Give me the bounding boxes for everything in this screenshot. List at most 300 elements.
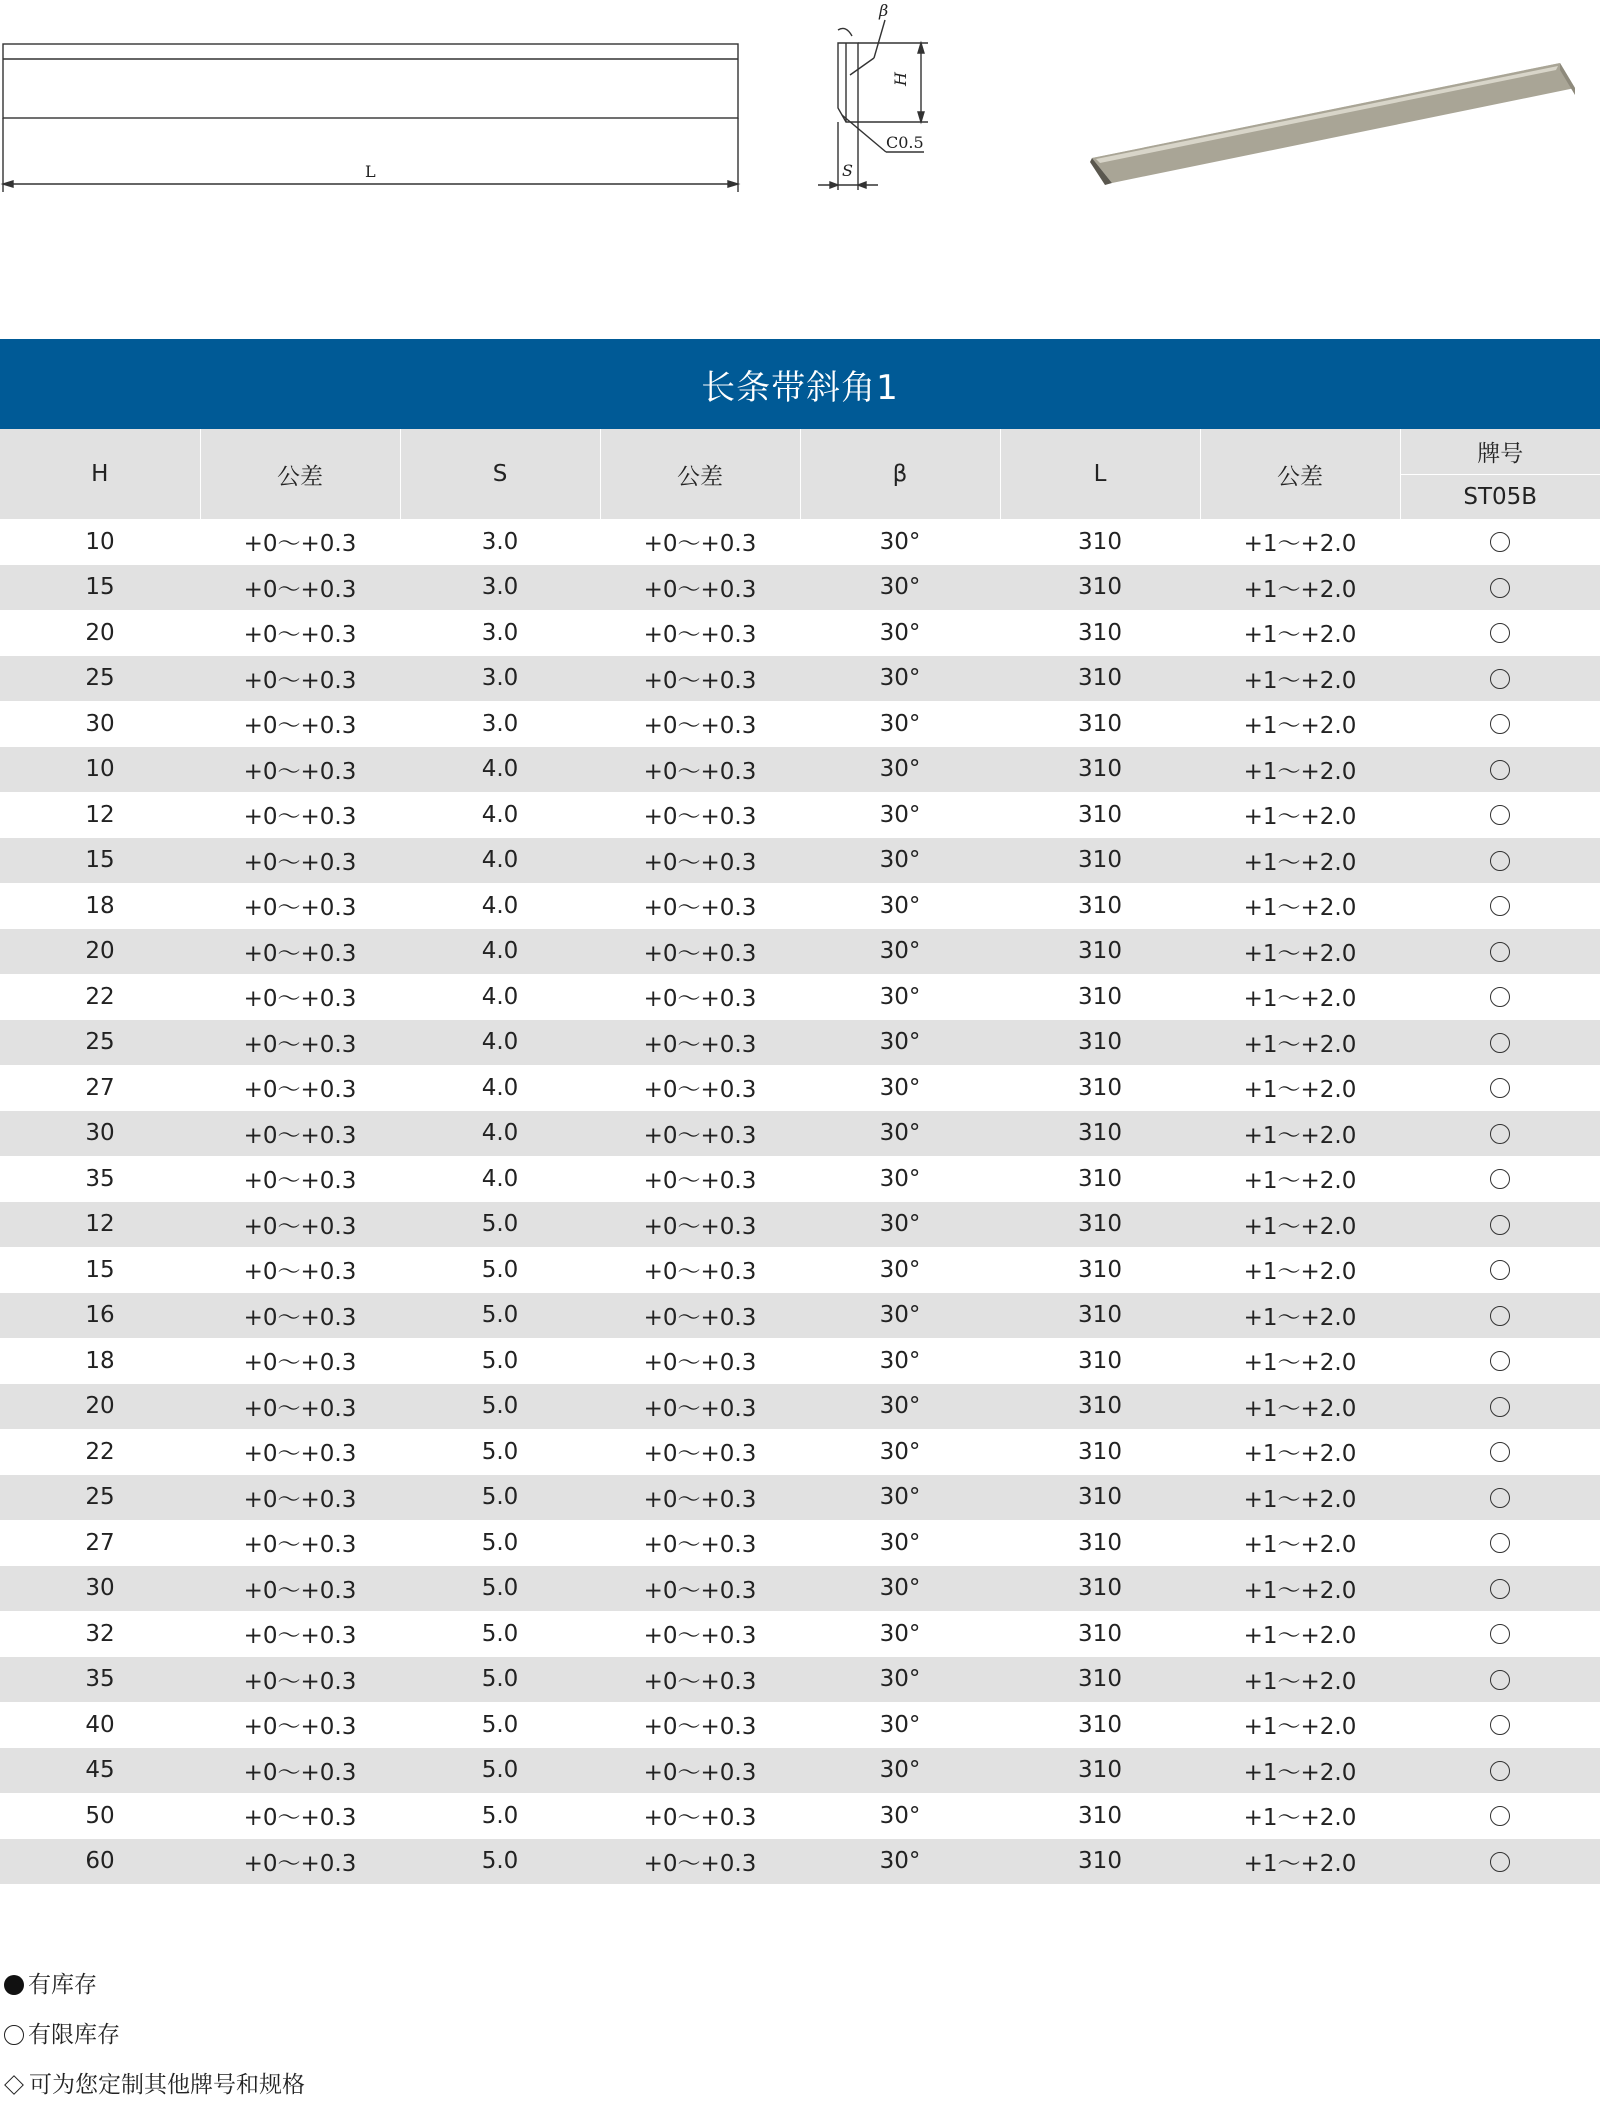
cell-beta: 30° xyxy=(800,1566,1000,1612)
cell-l-tolerance: +1～+2.0 xyxy=(1200,1748,1400,1794)
cell-s-tolerance: +0～+0.3 xyxy=(600,747,800,793)
cell-l: 310 xyxy=(1078,892,1122,919)
open-circle-icon xyxy=(1490,896,1510,916)
cell-h: 60 xyxy=(0,1839,200,1885)
cell-s-tolerance: +0～+0.3 xyxy=(643,1532,757,1559)
cell-s: 5.0 xyxy=(481,1711,519,1738)
cell-l-tolerance: +1～+2.0 xyxy=(1243,895,1357,922)
cell-beta: 30° xyxy=(800,1475,1000,1521)
open-circle-icon xyxy=(1490,669,1510,689)
header-grade-name: ST05B xyxy=(1400,474,1600,519)
cell-l: 310 xyxy=(1000,1293,1200,1339)
thickness-label: S xyxy=(842,161,853,180)
header-grade: 牌号 xyxy=(1400,429,1600,474)
cell-l: 310 xyxy=(1000,1202,1200,1248)
header-l: L xyxy=(1000,429,1200,519)
cell-l-tolerance: +1～+2.0 xyxy=(1200,747,1400,793)
cell-h-tolerance: +0～+0.3 xyxy=(200,1475,400,1521)
technical-drawings xyxy=(0,0,1600,260)
cell-l-tolerance: +1～+2.0 xyxy=(1200,656,1400,702)
cell-stock xyxy=(1400,1566,1600,1612)
open-circle-icon xyxy=(1490,1715,1510,1735)
cell-l: 310 xyxy=(1000,656,1200,702)
cell-h-tolerance: +0～+0.3 xyxy=(200,929,400,975)
cell-s: 4.0 xyxy=(481,801,519,828)
cell-h-tolerance: +0～+0.3 xyxy=(243,713,357,740)
cell-l-tolerance: +1～+2.0 xyxy=(1200,1020,1400,1066)
cell-h-tolerance: +0～+0.3 xyxy=(200,1202,400,1248)
cell-beta: 30° xyxy=(879,1711,921,1738)
cell-stock xyxy=(1400,974,1600,1020)
cell-s: 5.0 xyxy=(481,1620,519,1647)
cell-l: 310 xyxy=(1078,1165,1122,1192)
cell-l: 310 xyxy=(1078,619,1122,646)
cell-h-tolerance: +0～+0.3 xyxy=(243,1259,357,1286)
cell-h-tolerance: +0～+0.3 xyxy=(243,986,357,1013)
cell-l: 310 xyxy=(1078,528,1122,555)
cell-beta: 30° xyxy=(879,1529,921,1556)
table-body xyxy=(0,519,1600,1884)
table-row xyxy=(0,1793,1600,1839)
cell-s: 4.0 xyxy=(400,1020,600,1066)
cell-h-tolerance: +0～+0.3 xyxy=(243,1077,357,1104)
cell-l-tolerance: +1～+2.0 xyxy=(1200,1657,1400,1703)
cell-beta: 30° xyxy=(879,1347,921,1374)
open-circle-icon xyxy=(1490,1852,1510,1872)
cell-h: 35 xyxy=(0,1657,200,1703)
cell-stock xyxy=(1400,1748,1600,1794)
cell-h: 50 xyxy=(85,1802,115,1829)
cell-stock xyxy=(1400,1611,1600,1657)
table-row xyxy=(0,792,1600,838)
cell-l-tolerance: +1～+2.0 xyxy=(1243,1532,1357,1559)
open-circle-icon xyxy=(1490,760,1510,780)
cell-stock xyxy=(1400,792,1600,838)
cell-l-tolerance: +1～+2.0 xyxy=(1200,1202,1400,1248)
cell-h-tolerance: +0～+0.3 xyxy=(243,1714,357,1741)
header-s-tolerance: 公差 xyxy=(600,429,800,519)
open-circle-icon xyxy=(1490,1533,1510,1553)
height-label: H xyxy=(891,72,910,86)
cell-stock xyxy=(1400,1429,1600,1475)
open-circle-icon xyxy=(1490,1169,1510,1189)
cell-stock xyxy=(1400,1657,1600,1703)
cell-h-tolerance: +0～+0.3 xyxy=(200,1293,400,1339)
cell-stock xyxy=(1400,1839,1600,1885)
cell-h-tolerance: +0～+0.3 xyxy=(200,1566,400,1612)
open-circle-icon xyxy=(1490,1624,1510,1644)
cell-h-tolerance: +0～+0.3 xyxy=(200,565,400,611)
cell-h-tolerance: +0～+0.3 xyxy=(243,1350,357,1377)
cell-stock xyxy=(1400,519,1600,565)
cell-h: 16 xyxy=(0,1293,200,1339)
cell-l: 310 xyxy=(1078,1347,1122,1374)
cell-h: 25 xyxy=(0,1020,200,1066)
cell-l-tolerance: +1～+2.0 xyxy=(1243,1077,1357,1104)
cell-beta: 30° xyxy=(879,619,921,646)
cell-beta: 30° xyxy=(800,1293,1000,1339)
cell-l: 310 xyxy=(1000,565,1200,611)
cell-s-tolerance: +0～+0.3 xyxy=(600,1293,800,1339)
open-circle-icon xyxy=(1490,1397,1510,1417)
cell-s: 5.0 xyxy=(481,1347,519,1374)
table-row xyxy=(0,565,1600,611)
cell-l: 310 xyxy=(1000,929,1200,975)
open-circle-icon xyxy=(1490,623,1510,643)
cell-h-tolerance: +0～+0.3 xyxy=(200,1020,400,1066)
cell-s: 5.0 xyxy=(400,1748,600,1794)
cell-h-tolerance: +0～+0.3 xyxy=(200,1657,400,1703)
cell-s: 5.0 xyxy=(400,1475,600,1521)
cell-h-tolerance: +0～+0.3 xyxy=(200,656,400,702)
table-row xyxy=(0,1065,1600,1111)
cell-beta: 30° xyxy=(879,1165,921,1192)
cell-beta: 30° xyxy=(800,747,1000,793)
header-beta: β xyxy=(800,429,1000,519)
cell-h: 22 xyxy=(85,983,115,1010)
cell-s: 4.0 xyxy=(481,1074,519,1101)
cell-s-tolerance: +0～+0.3 xyxy=(643,1805,757,1832)
cell-s: 3.0 xyxy=(481,710,519,737)
cell-h-tolerance: +0～+0.3 xyxy=(200,1384,400,1430)
open-circle-icon xyxy=(1490,1806,1510,1826)
cell-h: 30 xyxy=(85,710,115,737)
cell-s: 5.0 xyxy=(481,1438,519,1465)
table-row xyxy=(0,1338,1600,1384)
cell-s-tolerance: +0～+0.3 xyxy=(643,1714,757,1741)
cell-l: 310 xyxy=(1000,747,1200,793)
table-row xyxy=(0,519,1600,565)
cell-l-tolerance: +1～+2.0 xyxy=(1200,1839,1400,1885)
cell-s-tolerance: +0～+0.3 xyxy=(600,1020,800,1066)
table-row xyxy=(0,1475,1600,1521)
cell-s-tolerance: +0～+0.3 xyxy=(600,1748,800,1794)
cell-l-tolerance: +1～+2.0 xyxy=(1243,1259,1357,1286)
cell-h-tolerance: +0～+0.3 xyxy=(200,1748,400,1794)
filled-circle-icon xyxy=(4,1975,24,1995)
table-row xyxy=(0,656,1600,702)
cell-h: 15 xyxy=(85,1256,115,1283)
cell-h: 25 xyxy=(0,1475,200,1521)
legend xyxy=(0,1960,305,2110)
table-row xyxy=(0,1520,1600,1566)
cell-beta: 30° xyxy=(800,929,1000,975)
cell-l: 310 xyxy=(1078,1438,1122,1465)
cell-s: 5.0 xyxy=(400,1657,600,1703)
cell-l: 310 xyxy=(1000,1566,1200,1612)
cell-h: 18 xyxy=(85,892,115,919)
open-circle-icon xyxy=(1490,1351,1510,1371)
cell-s: 5.0 xyxy=(481,1256,519,1283)
table-row xyxy=(0,929,1600,975)
cell-stock xyxy=(1400,565,1600,611)
cell-h: 15 xyxy=(0,565,200,611)
open-circle-icon xyxy=(1490,1761,1510,1781)
cell-beta: 30° xyxy=(800,1111,1000,1157)
cell-h-tolerance: +0～+0.3 xyxy=(243,895,357,922)
cell-l-tolerance: +1～+2.0 xyxy=(1200,1293,1400,1339)
cell-s-tolerance: +0～+0.3 xyxy=(643,531,757,558)
header-l-tolerance: 公差 xyxy=(1200,429,1400,519)
cell-stock xyxy=(1400,1293,1600,1339)
table-row xyxy=(0,1020,1600,1066)
cell-s-tolerance: +0～+0.3 xyxy=(643,1350,757,1377)
legend-in-stock-text: 有库存 xyxy=(28,1972,97,1998)
legend-item-limited-stock xyxy=(0,2010,305,2060)
open-circle-icon xyxy=(1490,532,1510,552)
cell-h-tolerance: +0～+0.3 xyxy=(243,1532,357,1559)
cell-l-tolerance: +1～+2.0 xyxy=(1200,565,1400,611)
cell-l: 310 xyxy=(1078,1074,1122,1101)
cell-beta: 30° xyxy=(800,838,1000,884)
cell-beta: 30° xyxy=(800,1020,1000,1066)
cell-h-tolerance: +0～+0.3 xyxy=(243,1623,357,1650)
cell-stock xyxy=(1400,1065,1600,1111)
cell-beta: 30° xyxy=(879,983,921,1010)
cell-h-tolerance: +0～+0.3 xyxy=(243,1805,357,1832)
cell-stock xyxy=(1400,1111,1600,1157)
cell-s: 4.0 xyxy=(400,1111,600,1157)
cell-l-tolerance: +1～+2.0 xyxy=(1243,1805,1357,1832)
cell-beta: 30° xyxy=(879,1256,921,1283)
cell-stock xyxy=(1400,747,1600,793)
table-row xyxy=(0,1611,1600,1657)
legend-item-custom xyxy=(0,2060,305,2110)
cell-beta: 30° xyxy=(800,656,1000,702)
cell-s-tolerance: +0～+0.3 xyxy=(643,986,757,1013)
cell-s: 4.0 xyxy=(481,983,519,1010)
cell-h-tolerance: +0～+0.3 xyxy=(243,804,357,831)
cell-s-tolerance: +0～+0.3 xyxy=(600,838,800,884)
cell-stock xyxy=(1400,1475,1600,1521)
cell-h: 12 xyxy=(85,801,115,828)
cell-s: 3.0 xyxy=(481,528,519,555)
cell-beta: 30° xyxy=(879,1438,921,1465)
cell-beta: 30° xyxy=(800,1839,1000,1885)
cell-l-tolerance: +1～+2.0 xyxy=(1243,622,1357,649)
cell-h: 27 xyxy=(85,1074,115,1101)
cell-l: 310 xyxy=(1000,838,1200,884)
legend-item-in-stock xyxy=(0,1960,305,2010)
open-circle-icon xyxy=(1490,1033,1510,1053)
cell-s: 5.0 xyxy=(400,1566,600,1612)
cell-stock xyxy=(1400,1702,1600,1748)
table-row xyxy=(0,883,1600,929)
cell-s: 5.0 xyxy=(400,1384,600,1430)
open-circle-icon xyxy=(4,2025,24,2045)
cell-beta: 30° xyxy=(879,1074,921,1101)
cell-stock xyxy=(1400,1384,1600,1430)
cell-l-tolerance: +1～+2.0 xyxy=(1243,1168,1357,1195)
table-row xyxy=(0,1748,1600,1794)
open-circle-icon xyxy=(1490,1579,1510,1599)
cell-s-tolerance: +0～+0.3 xyxy=(643,713,757,740)
cell-l-tolerance: +1～+2.0 xyxy=(1200,1111,1400,1157)
cell-l: 310 xyxy=(1000,1020,1200,1066)
spec-table xyxy=(0,429,1600,1884)
cell-h: 32 xyxy=(85,1620,115,1647)
cell-s-tolerance: +0～+0.3 xyxy=(643,1259,757,1286)
cell-h: 18 xyxy=(85,1347,115,1374)
cell-s-tolerance: +0～+0.3 xyxy=(643,622,757,649)
cell-l-tolerance: +1～+2.0 xyxy=(1200,1475,1400,1521)
cell-beta: 30° xyxy=(879,1802,921,1829)
cell-s-tolerance: +0～+0.3 xyxy=(643,804,757,831)
cell-stock xyxy=(1400,929,1600,975)
cell-l: 310 xyxy=(1078,983,1122,1010)
open-circle-icon xyxy=(1490,714,1510,734)
cell-s-tolerance: +0～+0.3 xyxy=(600,1111,800,1157)
cell-stock xyxy=(1400,1520,1600,1566)
cell-stock xyxy=(1400,1020,1600,1066)
cell-s-tolerance: +0～+0.3 xyxy=(600,1566,800,1612)
cell-stock xyxy=(1400,1247,1600,1293)
cell-stock xyxy=(1400,1793,1600,1839)
table-row xyxy=(0,838,1600,884)
cell-l: 310 xyxy=(1078,1529,1122,1556)
cell-h-tolerance: +0～+0.3 xyxy=(200,838,400,884)
open-circle-icon xyxy=(1490,851,1510,871)
cell-l: 310 xyxy=(1078,1711,1122,1738)
table-row xyxy=(0,1293,1600,1339)
table-row xyxy=(0,974,1600,1020)
cell-beta: 30° xyxy=(879,710,921,737)
cell-s-tolerance: +0～+0.3 xyxy=(643,1168,757,1195)
cell-s: 3.0 xyxy=(400,656,600,702)
open-circle-icon xyxy=(1490,578,1510,598)
diamond-icon xyxy=(4,2075,24,2095)
cell-l: 310 xyxy=(1078,801,1122,828)
cell-h-tolerance: +0～+0.3 xyxy=(200,1111,400,1157)
cell-l: 310 xyxy=(1000,1748,1200,1794)
cell-h: 35 xyxy=(85,1165,115,1192)
cell-s-tolerance: +0～+0.3 xyxy=(643,895,757,922)
cell-h: 20 xyxy=(0,1384,200,1430)
table-row xyxy=(0,1156,1600,1202)
cell-h: 20 xyxy=(0,929,200,975)
cell-s-tolerance: +0～+0.3 xyxy=(600,1657,800,1703)
cell-s-tolerance: +0～+0.3 xyxy=(600,929,800,975)
cell-h: 10 xyxy=(0,747,200,793)
cell-h: 45 xyxy=(0,1748,200,1794)
legend-limited-stock-text: 有限库存 xyxy=(28,2022,120,2048)
table-row xyxy=(0,1247,1600,1293)
open-circle-icon xyxy=(1490,1670,1510,1690)
cell-s-tolerance: +0～+0.3 xyxy=(600,1475,800,1521)
table-row xyxy=(0,1702,1600,1748)
beta-label: β xyxy=(879,1,889,20)
table-title: 长条带斜角1 xyxy=(0,339,1600,429)
cell-h-tolerance: +0～+0.3 xyxy=(200,747,400,793)
cell-l-tolerance: +1～+2.0 xyxy=(1243,804,1357,831)
cell-s: 5.0 xyxy=(400,1202,600,1248)
table-row xyxy=(0,1202,1600,1248)
cell-h: 25 xyxy=(0,656,200,702)
table-row xyxy=(0,1111,1600,1157)
cell-beta: 30° xyxy=(879,1620,921,1647)
cell-l: 310 xyxy=(1000,1111,1200,1157)
cell-l-tolerance: +1～+2.0 xyxy=(1243,1350,1357,1377)
cell-l: 310 xyxy=(1000,1475,1200,1521)
cell-l: 310 xyxy=(1000,1657,1200,1703)
chamfer-label: C0.5 xyxy=(886,133,924,152)
table-row xyxy=(0,1657,1600,1703)
cell-beta: 30° xyxy=(879,892,921,919)
header-h-tolerance: 公差 xyxy=(200,429,400,519)
cell-l-tolerance: +1～+2.0 xyxy=(1243,1623,1357,1650)
cell-l-tolerance: +1～+2.0 xyxy=(1243,531,1357,558)
legend-custom-text: 可为您定制其他牌号和规格 xyxy=(29,2072,305,2098)
header-s: S xyxy=(400,429,600,519)
cell-s-tolerance: +0～+0.3 xyxy=(643,1441,757,1468)
cell-h-tolerance: +0～+0.3 xyxy=(200,1839,400,1885)
cell-l: 310 xyxy=(1000,1384,1200,1430)
table-row xyxy=(0,701,1600,747)
open-circle-icon xyxy=(1490,987,1510,1007)
cell-s-tolerance: +0～+0.3 xyxy=(600,1202,800,1248)
table-row xyxy=(0,1839,1600,1885)
cell-h: 30 xyxy=(0,1111,200,1157)
cell-h: 12 xyxy=(0,1202,200,1248)
cell-l: 310 xyxy=(1000,1839,1200,1885)
open-circle-icon xyxy=(1490,1488,1510,1508)
cell-l-tolerance: +1～+2.0 xyxy=(1243,713,1357,740)
cell-l: 310 xyxy=(1078,710,1122,737)
cell-stock xyxy=(1400,610,1600,656)
cell-stock xyxy=(1400,838,1600,884)
cell-s: 3.0 xyxy=(481,619,519,646)
table-row xyxy=(0,1566,1600,1612)
cell-beta: 30° xyxy=(800,1384,1000,1430)
cell-s: 5.0 xyxy=(481,1529,519,1556)
header-h: H xyxy=(0,429,200,519)
cell-l-tolerance: +1～+2.0 xyxy=(1243,1441,1357,1468)
table-row xyxy=(0,1429,1600,1475)
table-row xyxy=(0,1384,1600,1430)
cell-h-tolerance: +0～+0.3 xyxy=(243,1168,357,1195)
cell-l-tolerance: +1～+2.0 xyxy=(1200,929,1400,975)
open-circle-icon xyxy=(1490,1260,1510,1280)
open-circle-icon xyxy=(1490,1215,1510,1235)
cell-l-tolerance: +1～+2.0 xyxy=(1200,838,1400,884)
cell-beta: 30° xyxy=(800,1657,1000,1703)
open-circle-icon xyxy=(1490,1442,1510,1462)
cell-beta: 30° xyxy=(879,801,921,828)
cell-s-tolerance: +0～+0.3 xyxy=(600,565,800,611)
cell-h-tolerance: +0～+0.3 xyxy=(243,622,357,649)
cell-h: 20 xyxy=(85,619,115,646)
cell-stock xyxy=(1400,1156,1600,1202)
open-circle-icon xyxy=(1490,1124,1510,1144)
open-circle-icon xyxy=(1490,1306,1510,1326)
cell-l-tolerance: +1～+2.0 xyxy=(1243,986,1357,1013)
side-view-drawing xyxy=(818,20,928,190)
carbide-strip-3d-image xyxy=(1090,63,1575,185)
cell-s: 5.0 xyxy=(400,1839,600,1885)
cell-h-tolerance: +0～+0.3 xyxy=(243,1441,357,1468)
open-circle-icon xyxy=(1490,1078,1510,1098)
cell-l-tolerance: +1～+2.0 xyxy=(1200,1384,1400,1430)
cell-s: 5.0 xyxy=(400,1293,600,1339)
cell-s-tolerance: +0～+0.3 xyxy=(600,1839,800,1885)
open-circle-icon xyxy=(1490,942,1510,962)
cell-s-tolerance: +0～+0.3 xyxy=(600,656,800,702)
cell-s: 4.0 xyxy=(481,1165,519,1192)
cell-stock xyxy=(1400,1338,1600,1384)
cell-beta: 30° xyxy=(800,1748,1000,1794)
cell-h: 15 xyxy=(0,838,200,884)
cell-h-tolerance: +0～+0.3 xyxy=(243,531,357,558)
